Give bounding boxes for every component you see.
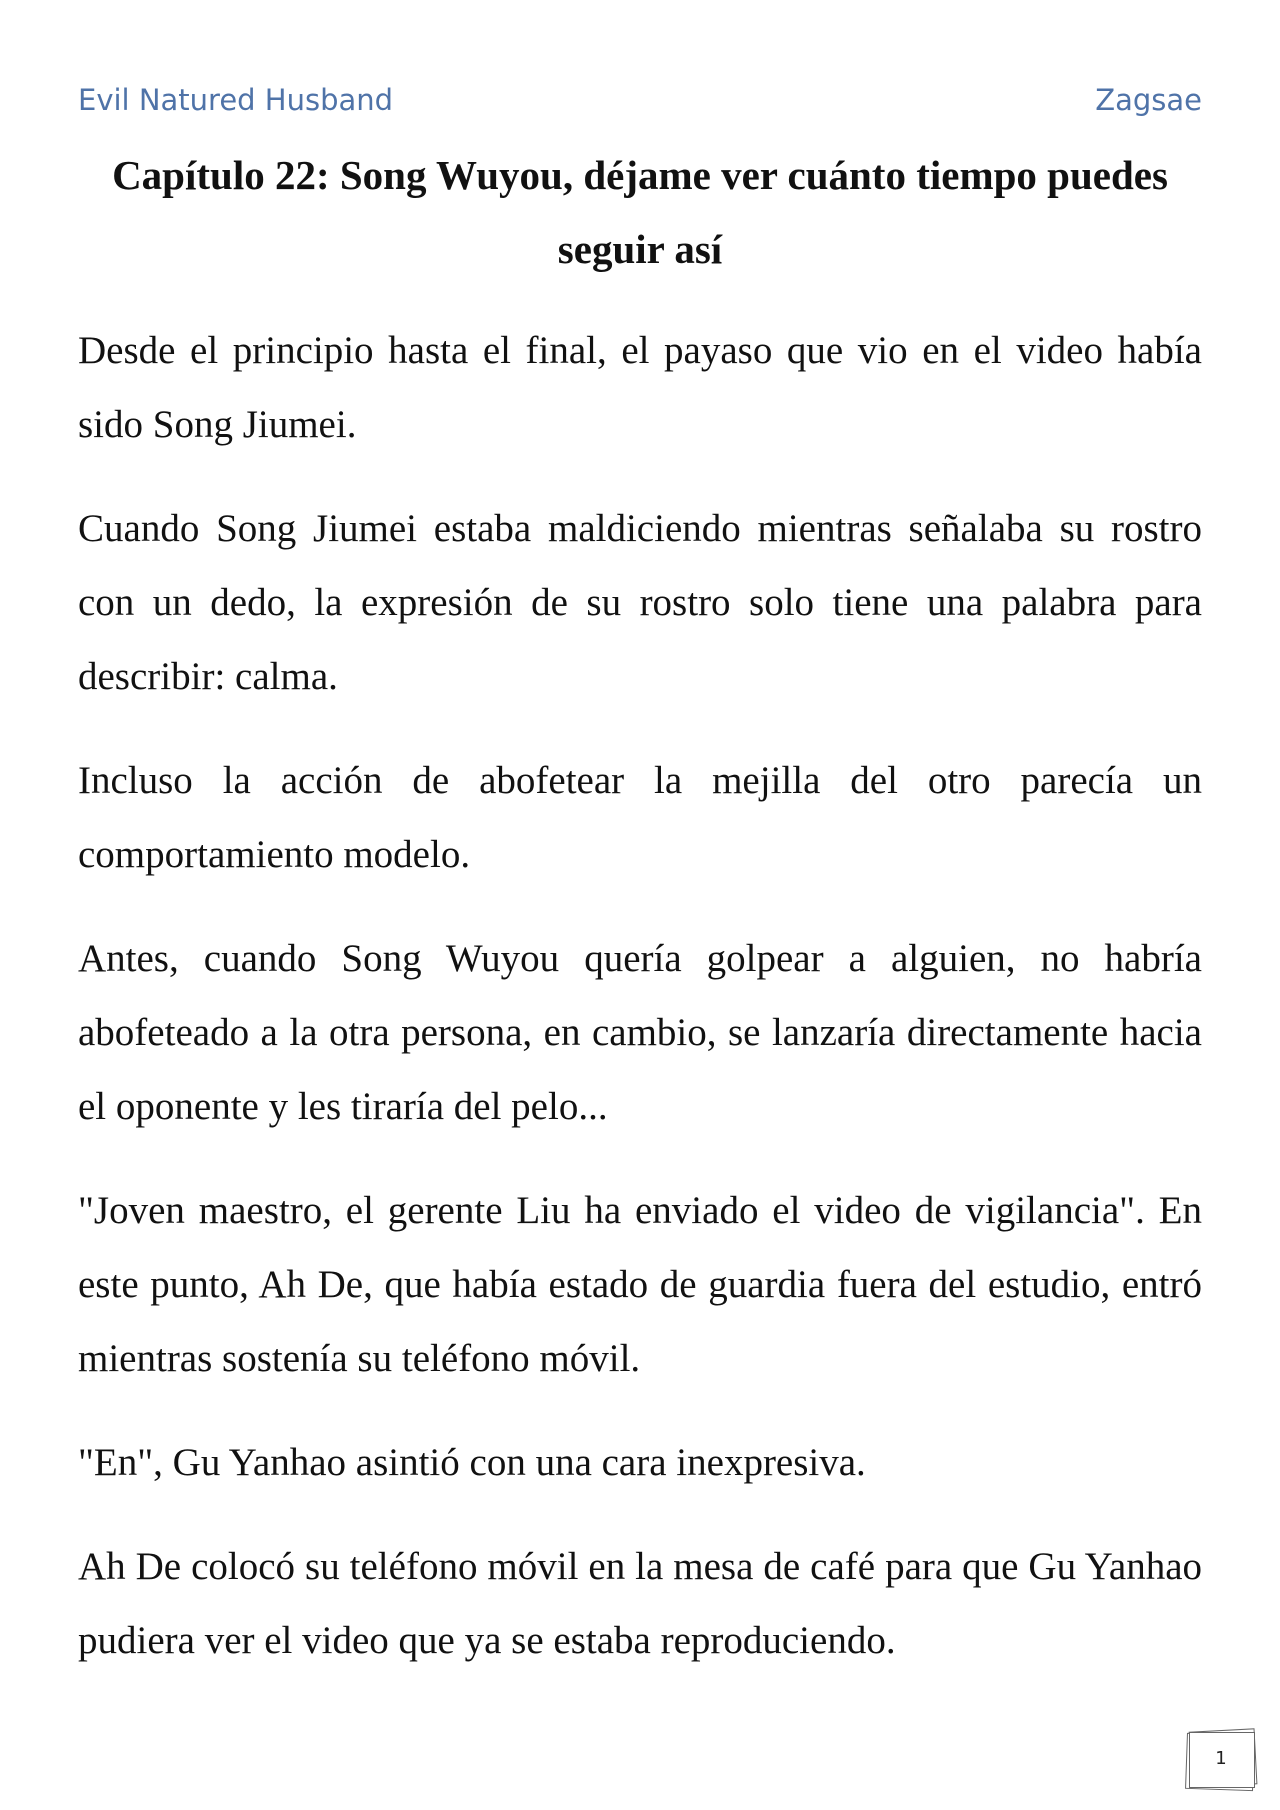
header-book-title: Evil Natured Husband [78,83,394,117]
header-translator: Zagsae [1095,83,1202,117]
paragraph: Antes, cuando Song Wuyou quería golpear a alguien, no habría abofeteado a la otra persona, en cambio, se lanzaría directamente hacia el oponente y les tiraría del pelo... [78,937,1202,1128]
chapter-body [78,314,1202,1708]
paragraph: Incluso la acción de abofetear la mejilla del otro parecía un comportamiento modelo. [78,759,1202,876]
paragraph: "Joven maestro, el gerente Liu ha enviado el video de vigilancia". En este punto, Ah De, que había estado de guardia fuera del estudio, entró mientras sostenía su teléfono móvil. [78,1189,1202,1380]
page-number: 1 [1215,1748,1227,1769]
paragraph: Cuando Song Jiumei estaba maldiciendo mientras señalaba su rostro con un dedo, la expresión de su rostro solo tiene una palabra para describir: calma. [78,507,1202,698]
paragraph: "En", Gu Yanhao asintió con una cara inexpresiva. [78,1441,866,1484]
paragraph: Desde el principio hasta el final, el payaso que vio en el video había sido Song Jiumei. [78,329,1202,446]
page-number-badge [1184,1728,1260,1790]
chapter-title: Capítulo 22: Song Wuyou, déjame ver cuánto tiempo puedes seguir así [112,152,1168,272]
paragraph: Ah De colocó su teléfono móvil en la mesa de café para que Gu Yanhao pudiera ver el video que ya se estaba reproduciendo. [78,1545,1202,1662]
